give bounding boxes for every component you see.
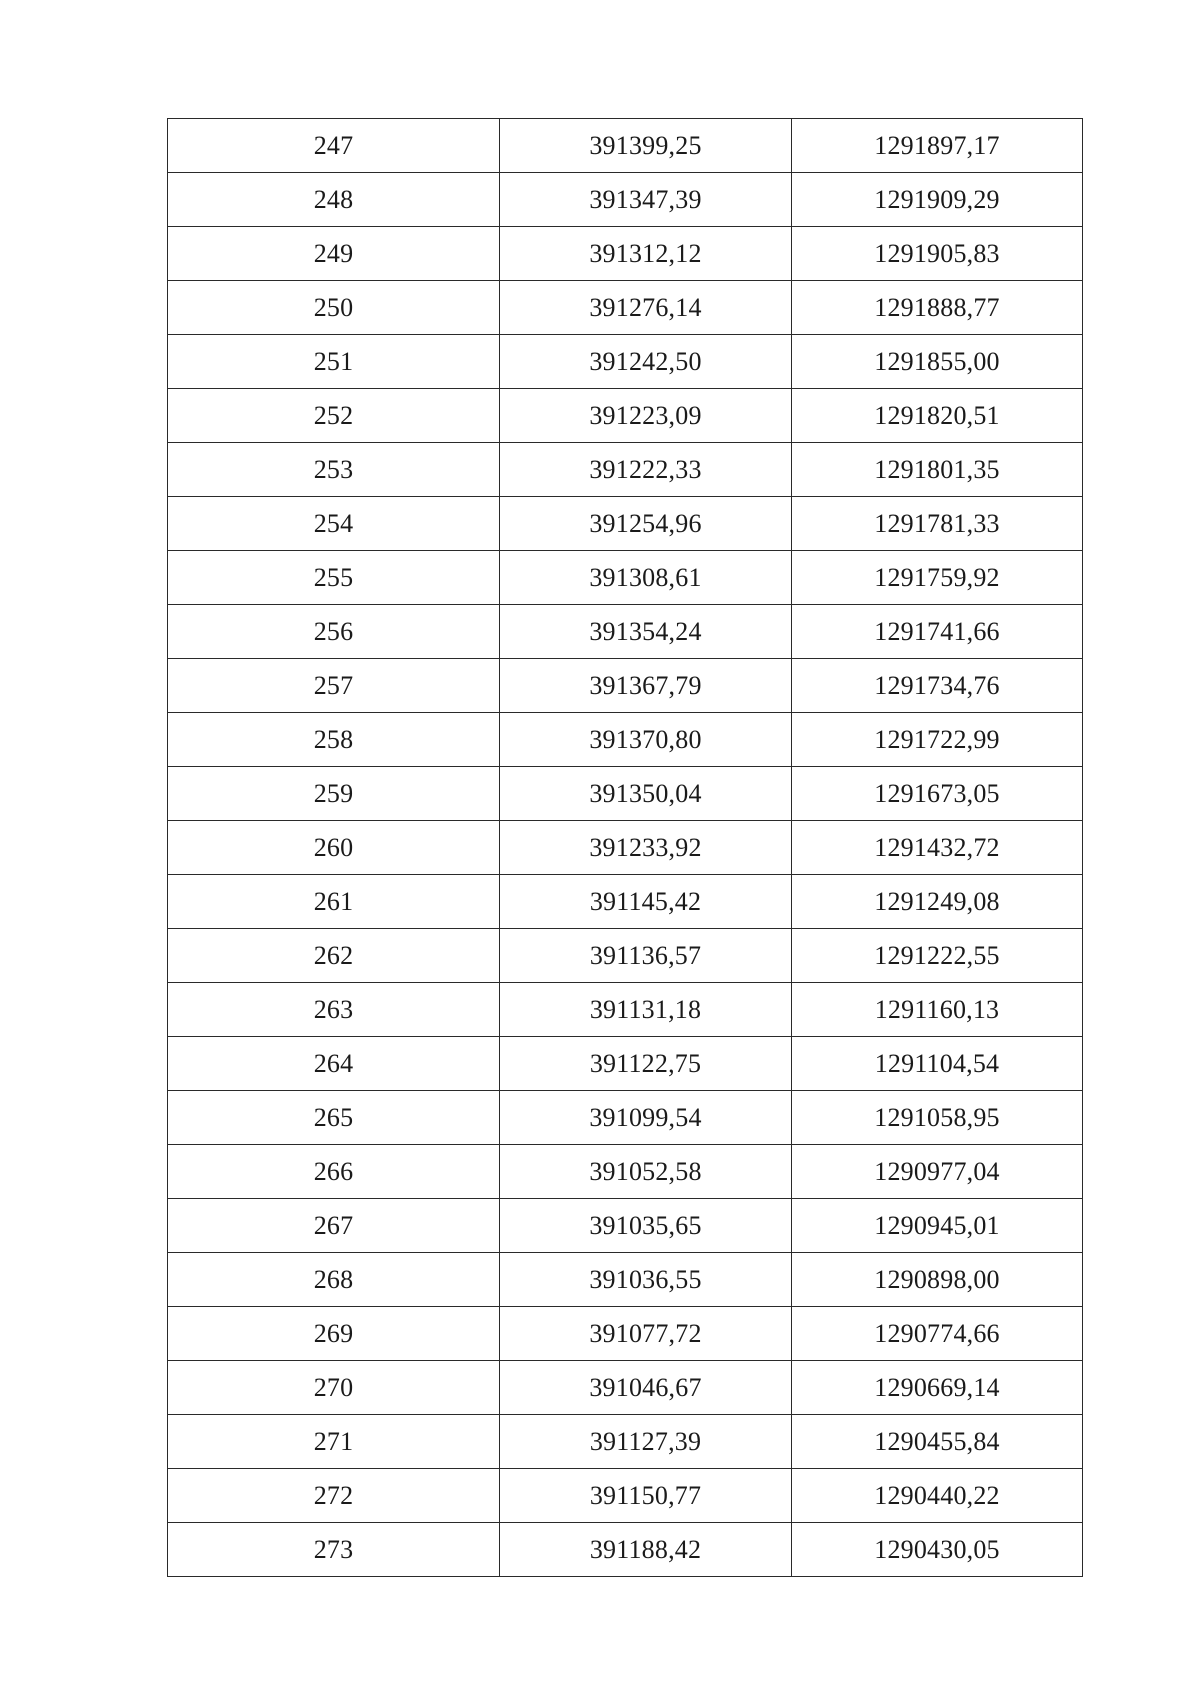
point-number-cell: 268 <box>168 1253 500 1307</box>
point-number-cell: 252 <box>168 389 500 443</box>
point-number-cell: 269 <box>168 1307 500 1361</box>
x-coordinate-cell: 391145,42 <box>500 875 792 929</box>
point-number-cell: 258 <box>168 713 500 767</box>
table-row <box>168 1307 1083 1361</box>
table-row <box>168 1037 1083 1091</box>
x-coordinate-cell: 391233,92 <box>500 821 792 875</box>
point-number-cell: 248 <box>168 173 500 227</box>
point-number-cell: 260 <box>168 821 500 875</box>
y-coordinate-cell: 1291741,66 <box>792 605 1083 659</box>
table-row <box>168 1361 1083 1415</box>
x-coordinate-cell: 391036,55 <box>500 1253 792 1307</box>
y-coordinate-cell: 1291673,05 <box>792 767 1083 821</box>
table-row <box>168 1253 1083 1307</box>
x-coordinate-cell: 391127,39 <box>500 1415 792 1469</box>
table-row <box>168 173 1083 227</box>
y-coordinate-cell: 1291759,92 <box>792 551 1083 605</box>
table-row <box>168 983 1083 1037</box>
point-number-cell: 253 <box>168 443 500 497</box>
table-row <box>168 659 1083 713</box>
x-coordinate-cell: 391254,96 <box>500 497 792 551</box>
table-row <box>168 389 1083 443</box>
point-number-cell: 266 <box>168 1145 500 1199</box>
table-row <box>168 1415 1083 1469</box>
x-coordinate-cell: 391223,09 <box>500 389 792 443</box>
table-row <box>168 1469 1083 1523</box>
y-coordinate-cell: 1290898,00 <box>792 1253 1083 1307</box>
x-coordinate-cell: 391242,50 <box>500 335 792 389</box>
x-coordinate-cell: 391370,80 <box>500 713 792 767</box>
y-coordinate-cell: 1291432,72 <box>792 821 1083 875</box>
y-coordinate-cell: 1291897,17 <box>792 119 1083 173</box>
y-coordinate-cell: 1291909,29 <box>792 173 1083 227</box>
table-row <box>168 1199 1083 1253</box>
point-number-cell: 261 <box>168 875 500 929</box>
point-number-cell: 249 <box>168 227 500 281</box>
point-number-cell: 259 <box>168 767 500 821</box>
coordinates-table <box>167 118 1083 1577</box>
y-coordinate-cell: 1290669,14 <box>792 1361 1083 1415</box>
x-coordinate-cell: 391347,39 <box>500 173 792 227</box>
y-coordinate-cell: 1290455,84 <box>792 1415 1083 1469</box>
table-row <box>168 443 1083 497</box>
y-coordinate-cell: 1290945,01 <box>792 1199 1083 1253</box>
x-coordinate-cell: 391136,57 <box>500 929 792 983</box>
x-coordinate-cell: 391150,77 <box>500 1469 792 1523</box>
x-coordinate-cell: 391276,14 <box>500 281 792 335</box>
point-number-cell: 254 <box>168 497 500 551</box>
point-number-cell: 270 <box>168 1361 500 1415</box>
y-coordinate-cell: 1291249,08 <box>792 875 1083 929</box>
table-row <box>168 821 1083 875</box>
y-coordinate-cell: 1291160,13 <box>792 983 1083 1037</box>
x-coordinate-cell: 391350,04 <box>500 767 792 821</box>
y-coordinate-cell: 1291905,83 <box>792 227 1083 281</box>
x-coordinate-cell: 391222,33 <box>500 443 792 497</box>
coordinates-table-body <box>168 119 1083 1577</box>
point-number-cell: 267 <box>168 1199 500 1253</box>
y-coordinate-cell: 1290440,22 <box>792 1469 1083 1523</box>
x-coordinate-cell: 391188,42 <box>500 1523 792 1577</box>
table-row <box>168 875 1083 929</box>
table-row <box>168 767 1083 821</box>
y-coordinate-cell: 1291888,77 <box>792 281 1083 335</box>
x-coordinate-cell: 391354,24 <box>500 605 792 659</box>
table-row <box>168 1523 1083 1577</box>
table-row <box>168 929 1083 983</box>
table-row <box>168 1145 1083 1199</box>
x-coordinate-cell: 391052,58 <box>500 1145 792 1199</box>
x-coordinate-cell: 391122,75 <box>500 1037 792 1091</box>
y-coordinate-cell: 1291801,35 <box>792 443 1083 497</box>
table-row <box>168 497 1083 551</box>
table-row <box>168 119 1083 173</box>
table-row <box>168 335 1083 389</box>
point-number-cell: 271 <box>168 1415 500 1469</box>
y-coordinate-cell: 1291104,54 <box>792 1037 1083 1091</box>
y-coordinate-cell: 1291222,55 <box>792 929 1083 983</box>
x-coordinate-cell: 391312,12 <box>500 227 792 281</box>
point-number-cell: 273 <box>168 1523 500 1577</box>
x-coordinate-cell: 391099,54 <box>500 1091 792 1145</box>
x-coordinate-cell: 391308,61 <box>500 551 792 605</box>
point-number-cell: 251 <box>168 335 500 389</box>
y-coordinate-cell: 1291058,95 <box>792 1091 1083 1145</box>
point-number-cell: 263 <box>168 983 500 1037</box>
y-coordinate-cell: 1290430,05 <box>792 1523 1083 1577</box>
y-coordinate-cell: 1291781,33 <box>792 497 1083 551</box>
point-number-cell: 250 <box>168 281 500 335</box>
x-coordinate-cell: 391131,18 <box>500 983 792 1037</box>
point-number-cell: 265 <box>168 1091 500 1145</box>
point-number-cell: 264 <box>168 1037 500 1091</box>
y-coordinate-cell: 1290977,04 <box>792 1145 1083 1199</box>
y-coordinate-cell: 1290774,66 <box>792 1307 1083 1361</box>
point-number-cell: 256 <box>168 605 500 659</box>
y-coordinate-cell: 1291820,51 <box>792 389 1083 443</box>
x-coordinate-cell: 391077,72 <box>500 1307 792 1361</box>
table-row <box>168 551 1083 605</box>
point-number-cell: 247 <box>168 119 500 173</box>
x-coordinate-cell: 391367,79 <box>500 659 792 713</box>
y-coordinate-cell: 1291734,76 <box>792 659 1083 713</box>
table-row <box>168 605 1083 659</box>
x-coordinate-cell: 391046,67 <box>500 1361 792 1415</box>
table-row <box>168 281 1083 335</box>
y-coordinate-cell: 1291722,99 <box>792 713 1083 767</box>
point-number-cell: 255 <box>168 551 500 605</box>
y-coordinate-cell: 1291855,00 <box>792 335 1083 389</box>
table-row <box>168 713 1083 767</box>
table-row <box>168 227 1083 281</box>
x-coordinate-cell: 391035,65 <box>500 1199 792 1253</box>
point-number-cell: 257 <box>168 659 500 713</box>
point-number-cell: 262 <box>168 929 500 983</box>
x-coordinate-cell: 391399,25 <box>500 119 792 173</box>
table-row <box>168 1091 1083 1145</box>
point-number-cell: 272 <box>168 1469 500 1523</box>
